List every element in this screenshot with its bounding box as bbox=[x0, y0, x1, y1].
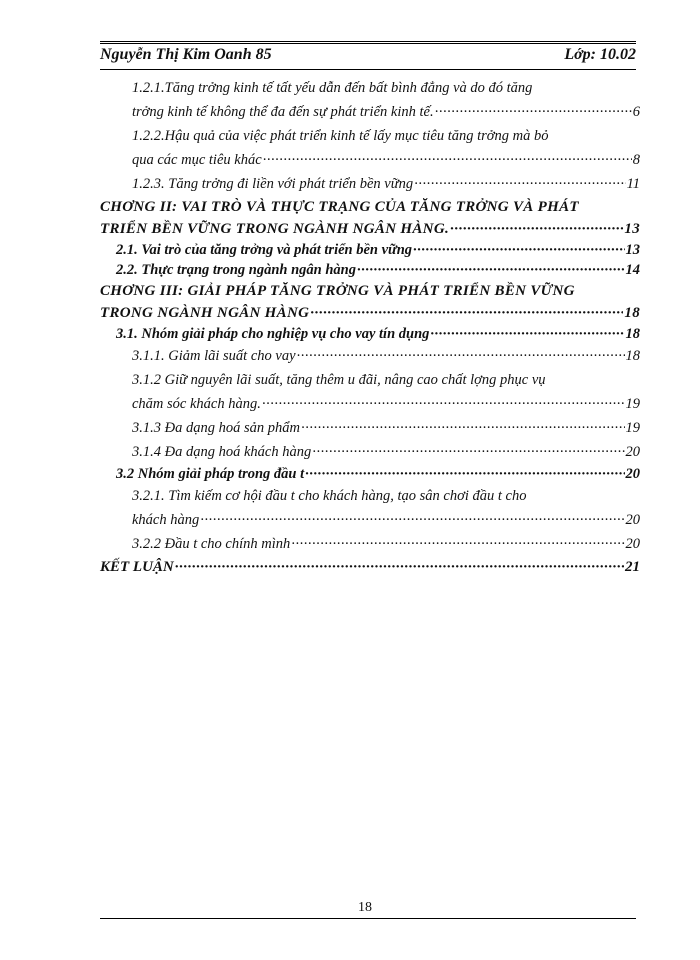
toc-entry-text: CHƠNG II: VAI TRÒ VÀ THỰC TRẠNG CỦA TĂNG TRỞNG VÀ PHÁT bbox=[100, 199, 579, 215]
toc-page-number: 20 bbox=[625, 536, 640, 552]
toc-entry-sub[interactable] bbox=[132, 368, 640, 416]
toc-entry-text: 1.2.1.Tăng trởng kinh tế tất yếu dẫn đến bất bình đẳng và do đó tăng bbox=[132, 80, 533, 96]
toc-entry-sub[interactable] bbox=[132, 344, 640, 368]
dot-leader bbox=[357, 260, 625, 280]
toc-entry-row bbox=[132, 172, 640, 196]
toc-entry-row bbox=[132, 508, 640, 532]
toc-entry-row bbox=[132, 416, 640, 440]
toc-page-number: 19 bbox=[625, 420, 640, 436]
dot-leader bbox=[200, 508, 624, 532]
toc-entry-text: chăm sóc khách hàng. bbox=[132, 396, 261, 412]
header-class: Lớp: 10.02 bbox=[564, 46, 636, 63]
toc-entry-text: 1.2.3. Tăng trởng đi liền với phát triển bền vững bbox=[132, 176, 414, 192]
toc-page-number: 11 bbox=[626, 176, 640, 192]
dot-leader bbox=[263, 148, 632, 172]
toc-entry-text: 2.2. Thực trạng trong ngành ngân hàng bbox=[116, 262, 356, 278]
footer-rule bbox=[100, 918, 636, 919]
toc-entry-text: 3.1.1. Giảm lãi suất cho vay bbox=[132, 348, 296, 364]
toc-entry-sec[interactable] bbox=[116, 464, 640, 484]
toc-page-number: 20 bbox=[625, 444, 640, 460]
toc-entry-text: 2.1. Vai trò của tăng trởng và phát triển bền vững bbox=[116, 242, 413, 258]
header-rule-top bbox=[100, 41, 636, 42]
toc-entry-sub[interactable] bbox=[132, 484, 640, 532]
toc-entry-text: TRIỂN BỀN VỮNG TRONG NGÀNH NGÂN HÀNG. bbox=[100, 221, 450, 237]
toc-entry-row bbox=[116, 240, 640, 260]
toc-entry-row bbox=[132, 148, 640, 172]
dot-leader bbox=[262, 392, 625, 416]
toc-entry-text: 3.1.3 Đa dạng hoá sản phẩm bbox=[132, 420, 300, 436]
toc-entry-row bbox=[100, 218, 640, 240]
dot-leader bbox=[305, 464, 624, 484]
toc-entry-text: 3.2 Nhóm giải pháp trong đầu t bbox=[116, 466, 305, 482]
toc-entry-sec[interactable] bbox=[116, 324, 640, 344]
dot-leader bbox=[450, 218, 623, 240]
toc-entry-text: KẾT LUẬN bbox=[100, 559, 174, 575]
toc-entry-row bbox=[132, 440, 640, 464]
toc-page-number: 20 bbox=[625, 512, 640, 528]
toc-entry-text: 1.2.2.Hậu quả của việc phát triển kinh tế lấy mục tiêu tăng trởng mà bỏ bbox=[132, 128, 549, 144]
toc-page-number: 8 bbox=[632, 152, 640, 168]
dot-leader bbox=[414, 172, 625, 196]
header-author: Nguyễn Thị Kim Oanh 85 bbox=[100, 46, 272, 63]
toc-entry-text: khách hàng bbox=[132, 512, 200, 528]
toc-entry-text: 3.1.4 Đa dạng hoá khách hàng bbox=[132, 444, 312, 460]
dot-leader bbox=[291, 532, 624, 556]
dot-leader bbox=[312, 440, 624, 464]
toc-entry-row bbox=[116, 324, 640, 344]
toc-entry-text: 3.1.2 Giữ nguyên lãi suất, tăng thêm u đãi, nâng cao chất lợng phục vụ bbox=[132, 372, 546, 388]
toc-entry-sub[interactable] bbox=[132, 172, 640, 196]
toc-entry-chap[interactable] bbox=[100, 280, 640, 324]
toc-page-number: 14 bbox=[625, 262, 640, 278]
toc-entry-sub[interactable] bbox=[132, 440, 640, 464]
toc-page-number: 18 bbox=[625, 326, 640, 342]
toc-entry-sub[interactable] bbox=[132, 76, 640, 124]
toc-entry-text: trởng kinh tế không thể đa đến sự phát triển kinh tế. bbox=[132, 104, 434, 120]
toc-entry-row bbox=[100, 556, 640, 578]
toc-entry-sec[interactable] bbox=[116, 240, 640, 260]
page-header bbox=[100, 44, 636, 66]
toc-entry-row bbox=[116, 464, 640, 484]
toc-entry-row bbox=[132, 392, 640, 416]
dot-leader bbox=[310, 302, 623, 324]
header-rule-bottom bbox=[100, 69, 636, 70]
toc-entry-row bbox=[100, 302, 640, 324]
toc-page-number: 13 bbox=[625, 242, 640, 258]
toc-page-number: 20 bbox=[625, 466, 640, 482]
toc-entry-row bbox=[132, 532, 640, 556]
toc-page-number: 6 bbox=[632, 104, 640, 120]
dot-leader bbox=[430, 324, 624, 344]
toc-entry-row bbox=[132, 100, 640, 124]
table-of-contents bbox=[100, 76, 640, 578]
toc-entry-sub[interactable] bbox=[132, 532, 640, 556]
toc-entry-text: 3.2.1. Tìm kiếm cơ hội đầu t cho khách hàng, tạo sân chơi đầu t cho bbox=[132, 488, 527, 504]
toc-entry-sub[interactable] bbox=[132, 124, 640, 172]
dot-leader bbox=[413, 240, 624, 260]
toc-entry-chap[interactable] bbox=[100, 196, 640, 240]
toc-entry-concl[interactable] bbox=[100, 556, 640, 578]
footer-page-number: 18 bbox=[358, 900, 372, 915]
toc-entry-text: TRONG NGÀNH NGÂN HÀNG bbox=[100, 305, 310, 321]
toc-entry-text: 3.1. Nhóm giải pháp cho nghiệp vụ cho vay tín dụng bbox=[116, 326, 430, 342]
toc-entry-text: CHƠNG III: GIẢI PHÁP TĂNG TRỞNG VÀ PHÁT TRIỂN BỀN VỮNG bbox=[100, 283, 575, 299]
toc-page-number: 21 bbox=[625, 559, 640, 575]
dot-leader bbox=[435, 100, 632, 124]
toc-page-number: 18 bbox=[625, 348, 640, 364]
header-rule-top-2 bbox=[100, 43, 636, 44]
toc-entry-text: qua các mục tiêu khác bbox=[132, 152, 262, 168]
toc-entry-row bbox=[116, 260, 640, 280]
toc-entry-sec[interactable] bbox=[116, 260, 640, 280]
toc-page-number: 18 bbox=[624, 305, 640, 321]
toc-page-number: 19 bbox=[625, 396, 640, 412]
toc-page-number: 13 bbox=[624, 221, 640, 237]
toc-entry-row bbox=[132, 344, 640, 368]
dot-leader bbox=[301, 416, 625, 440]
toc-entry-text: 3.2.2 Đầu t cho chính mình bbox=[132, 536, 291, 552]
dot-leader bbox=[175, 556, 624, 578]
toc-entry-sub[interactable] bbox=[132, 416, 640, 440]
dot-leader bbox=[297, 344, 625, 368]
